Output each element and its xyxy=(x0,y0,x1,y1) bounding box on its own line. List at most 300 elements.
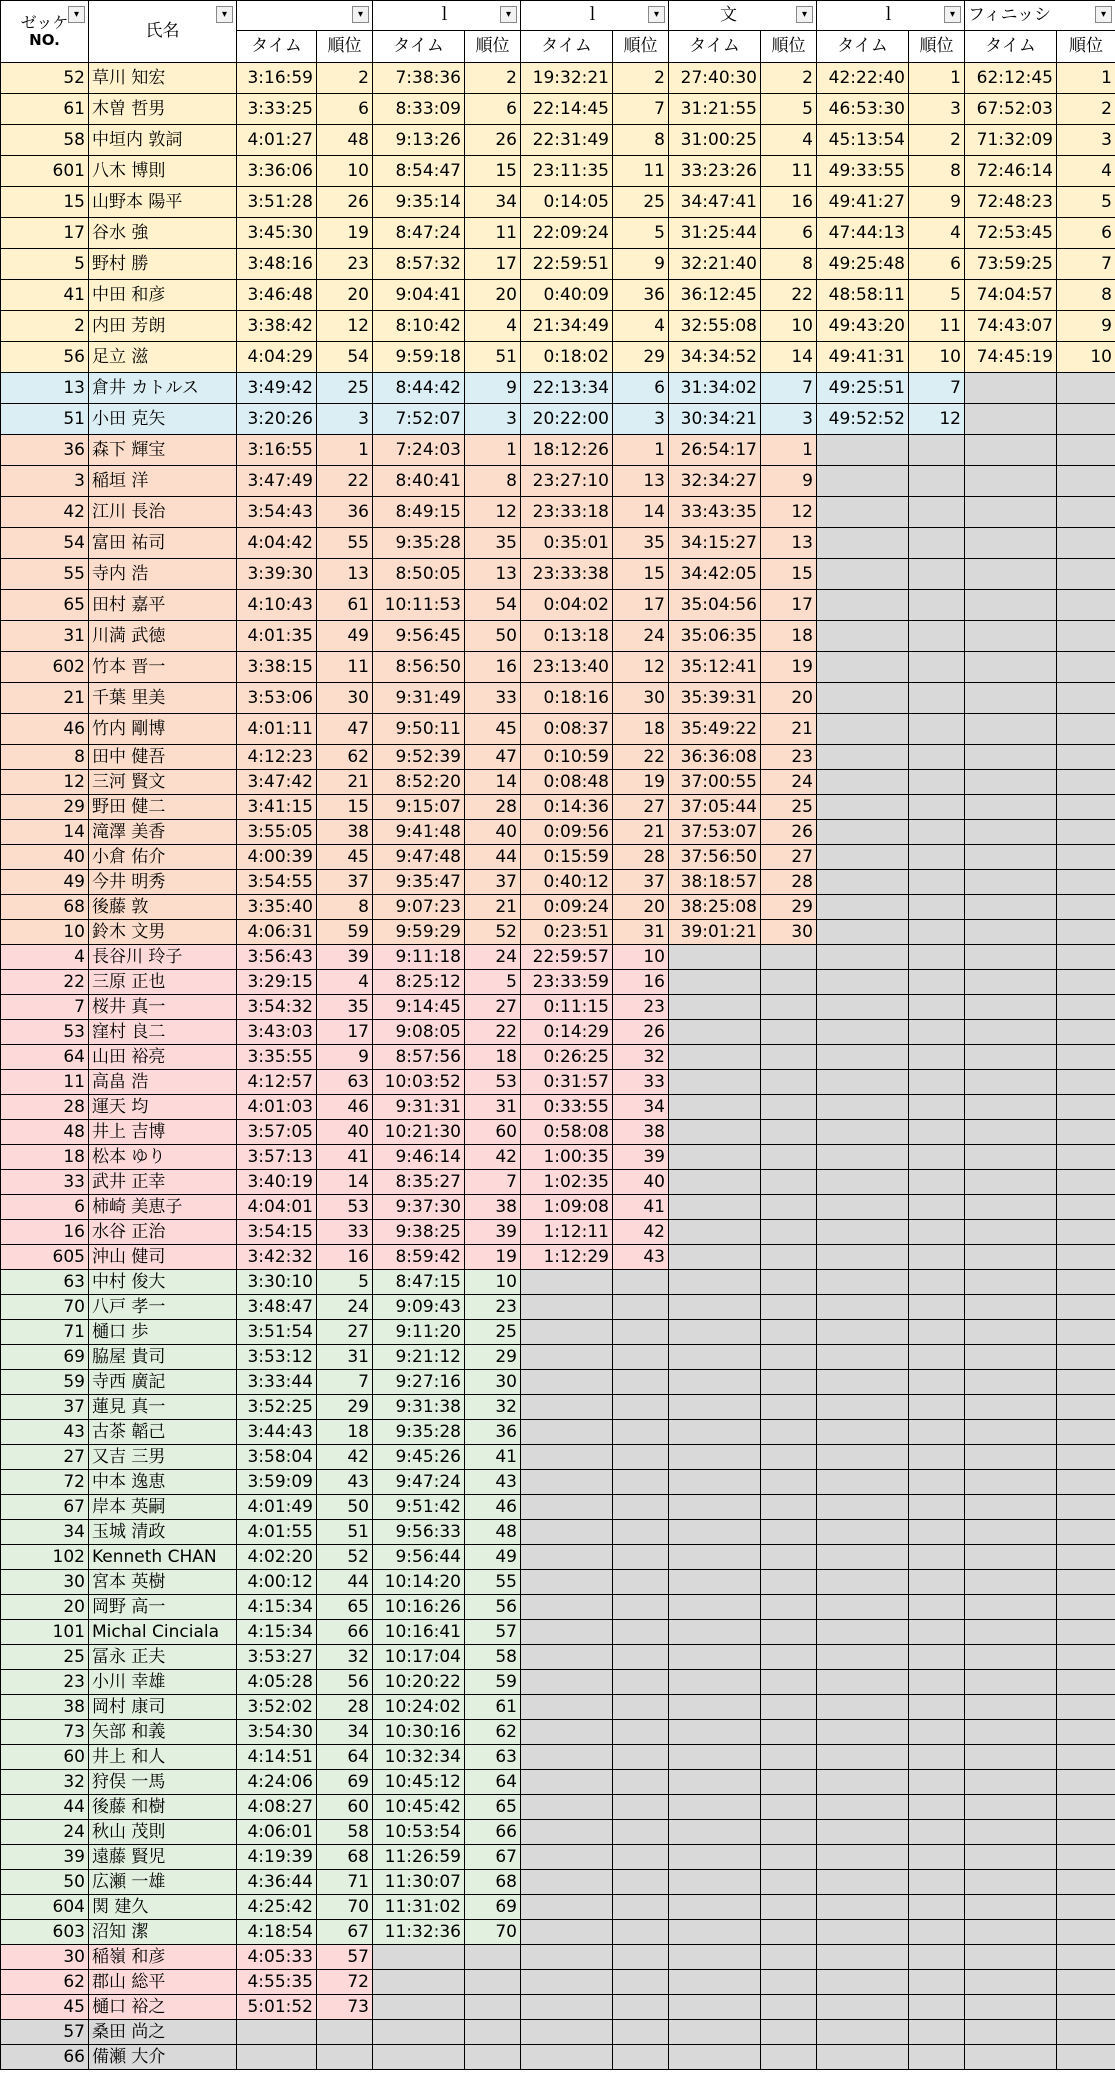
runner-name-cell[interactable]: 玉城 清政 xyxy=(89,1520,237,1545)
time-cell[interactable]: 10:20:22 xyxy=(373,1670,465,1695)
empty-cell[interactable] xyxy=(613,1320,669,1345)
rank-cell[interactable]: 12 xyxy=(613,652,669,683)
rank-cell[interactable]: 37 xyxy=(465,870,521,895)
time-cell[interactable]: 3:45:30 xyxy=(237,218,317,249)
table-row[interactable] xyxy=(1,1370,1115,1395)
empty-cell[interactable] xyxy=(965,404,1057,435)
time-cell[interactable]: 9:47:48 xyxy=(373,845,465,870)
time-cell[interactable]: 72:46:14 xyxy=(965,156,1057,187)
time-cell[interactable]: 3:35:55 xyxy=(237,1045,317,1070)
empty-cell[interactable] xyxy=(817,845,909,870)
rank-cell[interactable]: 60 xyxy=(317,1795,373,1820)
rank-cell[interactable]: 19 xyxy=(761,652,817,683)
time-cell[interactable]: 3:42:32 xyxy=(237,1245,317,1270)
empty-cell[interactable] xyxy=(965,1745,1057,1770)
empty-cell[interactable] xyxy=(1057,1070,1115,1095)
rank-cell[interactable]: 51 xyxy=(317,1520,373,1545)
empty-cell[interactable] xyxy=(817,1945,909,1970)
empty-cell[interactable] xyxy=(761,1445,817,1470)
empty-cell[interactable] xyxy=(1057,1695,1115,1720)
empty-cell[interactable] xyxy=(761,995,817,1020)
time-cell[interactable]: 37:53:07 xyxy=(669,820,761,845)
rank-cell[interactable]: 4 xyxy=(317,970,373,995)
rank-cell[interactable]: 73 xyxy=(317,1995,373,2020)
time-cell[interactable]: 3:38:42 xyxy=(237,311,317,342)
time-cell[interactable]: 22:13:34 xyxy=(521,373,613,404)
runner-name-cell[interactable]: 滝澤 美香 xyxy=(89,820,237,845)
rank-cell[interactable]: 15 xyxy=(465,156,521,187)
time-cell[interactable]: 3:57:05 xyxy=(237,1120,317,1145)
finish-header[interactable]: フィニッシ ▾ xyxy=(965,1,1115,31)
empty-cell[interactable] xyxy=(669,1745,761,1770)
time-cell[interactable]: 49:25:48 xyxy=(817,249,909,280)
time-cell[interactable]: 10:11:53 xyxy=(373,590,465,621)
rank-cell[interactable]: 45 xyxy=(317,845,373,870)
rank-cell[interactable]: 1 xyxy=(317,435,373,466)
rank-cell[interactable]: 69 xyxy=(317,1770,373,1795)
bib-number-cell[interactable]: 13 xyxy=(1,373,89,404)
time-cell[interactable]: 39:01:21 xyxy=(669,920,761,945)
empty-cell[interactable] xyxy=(965,1345,1057,1370)
time-cell[interactable]: 3:54:15 xyxy=(237,1220,317,1245)
rank-cell[interactable]: 3 xyxy=(761,404,817,435)
rank-cell[interactable]: 55 xyxy=(317,528,373,559)
rank-cell[interactable]: 25 xyxy=(465,1320,521,1345)
empty-cell[interactable] xyxy=(761,1895,817,1920)
time-cell[interactable]: 3:51:54 xyxy=(237,1320,317,1345)
runner-name-cell[interactable]: 武井 正幸 xyxy=(89,1170,237,1195)
filter-dropdown-icon[interactable]: ▾ xyxy=(500,6,517,23)
table-row[interactable] xyxy=(1,1420,1115,1445)
rank-cell[interactable]: 6 xyxy=(909,249,965,280)
empty-cell[interactable] xyxy=(761,1295,817,1320)
empty-cell[interactable] xyxy=(669,1170,761,1195)
runner-name-cell[interactable]: 後藤 和樹 xyxy=(89,1795,237,1820)
time-cell[interactable]: 4:01:35 xyxy=(237,621,317,652)
time-cell[interactable]: 0:58:08 xyxy=(521,1120,613,1145)
runner-name-cell[interactable]: 鈴木 文男 xyxy=(89,920,237,945)
empty-cell[interactable] xyxy=(909,770,965,795)
empty-cell[interactable] xyxy=(817,1395,909,1420)
rank-cell[interactable]: 7 xyxy=(1057,249,1115,280)
empty-cell[interactable] xyxy=(817,1820,909,1845)
empty-cell[interactable] xyxy=(1057,2020,1115,2045)
empty-cell[interactable] xyxy=(669,1620,761,1645)
bib-number-cell[interactable]: 51 xyxy=(1,404,89,435)
runner-name-cell[interactable]: 長谷川 玲子 xyxy=(89,945,237,970)
table-row[interactable] xyxy=(1,1070,1115,1095)
table-row[interactable] xyxy=(1,156,1115,187)
bib-number-cell[interactable]: 55 xyxy=(1,559,89,590)
empty-cell[interactable] xyxy=(669,1545,761,1570)
bib-number-cell[interactable]: 43 xyxy=(1,1420,89,1445)
empty-cell[interactable] xyxy=(817,590,909,621)
time-cell[interactable]: 3:43:03 xyxy=(237,1020,317,1045)
empty-cell[interactable] xyxy=(613,1645,669,1670)
empty-cell[interactable] xyxy=(521,1945,613,1970)
bib-number-cell[interactable]: 39 xyxy=(1,1845,89,1870)
empty-cell[interactable] xyxy=(669,1145,761,1170)
empty-cell[interactable] xyxy=(965,1695,1057,1720)
rank-cell[interactable]: 25 xyxy=(613,187,669,218)
table-row[interactable] xyxy=(1,1270,1115,1295)
time-cell[interactable]: 1:12:11 xyxy=(521,1220,613,1245)
bib-number-cell[interactable]: 46 xyxy=(1,714,89,745)
rank-cell[interactable]: 23 xyxy=(317,249,373,280)
empty-cell[interactable] xyxy=(521,1895,613,1920)
empty-cell[interactable] xyxy=(613,1945,669,1970)
rank-cell[interactable]: 64 xyxy=(465,1770,521,1795)
empty-cell[interactable] xyxy=(613,1595,669,1620)
bib-number-cell[interactable]: 40 xyxy=(1,845,89,870)
time-cell[interactable]: 3:49:42 xyxy=(237,373,317,404)
empty-cell[interactable] xyxy=(965,1645,1057,1670)
bib-number-cell[interactable]: 71 xyxy=(1,1320,89,1345)
empty-cell[interactable] xyxy=(909,1920,965,1945)
empty-cell[interactable] xyxy=(817,1995,909,2020)
empty-cell[interactable] xyxy=(965,1595,1057,1620)
empty-cell[interactable] xyxy=(761,1120,817,1145)
empty-cell[interactable] xyxy=(613,1995,669,2020)
bib-number-cell[interactable]: 16 xyxy=(1,1220,89,1245)
empty-cell[interactable] xyxy=(965,621,1057,652)
table-row[interactable] xyxy=(1,1320,1115,1345)
time-cell[interactable]: 0:31:57 xyxy=(521,1070,613,1095)
table-row[interactable] xyxy=(1,652,1115,683)
empty-cell[interactable] xyxy=(965,1520,1057,1545)
empty-cell[interactable] xyxy=(669,1120,761,1145)
bib-number-cell[interactable]: 44 xyxy=(1,1795,89,1820)
time-cell[interactable]: 18:12:26 xyxy=(521,435,613,466)
rank-cell[interactable]: 11 xyxy=(465,218,521,249)
bib-number-cell[interactable]: 32 xyxy=(1,1770,89,1795)
filter-dropdown-icon[interactable]: ▾ xyxy=(944,6,961,23)
rank-cell[interactable]: 3 xyxy=(1057,125,1115,156)
empty-cell[interactable] xyxy=(669,1820,761,1845)
table-row[interactable] xyxy=(1,528,1115,559)
bib-number-cell[interactable]: 101 xyxy=(1,1620,89,1645)
empty-cell[interactable] xyxy=(965,497,1057,528)
empty-cell[interactable] xyxy=(817,1645,909,1670)
table-row[interactable] xyxy=(1,683,1115,714)
bib-number-cell[interactable]: 58 xyxy=(1,125,89,156)
rank-cell[interactable]: 67 xyxy=(317,1920,373,1945)
rank-cell[interactable]: 6 xyxy=(761,218,817,249)
empty-cell[interactable] xyxy=(1057,1645,1115,1670)
rank-cell[interactable]: 2 xyxy=(317,63,373,94)
time-cell[interactable]: 9:35:28 xyxy=(373,1420,465,1445)
rank-cell[interactable]: 65 xyxy=(317,1595,373,1620)
rank-cell[interactable]: 17 xyxy=(317,1020,373,1045)
rank-cell[interactable]: 45 xyxy=(465,714,521,745)
empty-cell[interactable] xyxy=(909,1395,965,1420)
runner-name-cell[interactable]: 小田 克矢 xyxy=(89,404,237,435)
empty-cell[interactable] xyxy=(1057,1595,1115,1620)
empty-cell[interactable] xyxy=(613,1270,669,1295)
runner-name-cell[interactable]: 遠藤 賢児 xyxy=(89,1845,237,1870)
time-cell[interactable]: 34:47:41 xyxy=(669,187,761,218)
empty-cell[interactable] xyxy=(1057,1145,1115,1170)
empty-cell[interactable] xyxy=(669,1945,761,1970)
time-cell[interactable]: 3:51:28 xyxy=(237,187,317,218)
empty-cell[interactable] xyxy=(1057,1870,1115,1895)
time-cell[interactable]: 9:51:42 xyxy=(373,1495,465,1520)
rank-cell[interactable]: 20 xyxy=(613,895,669,920)
empty-cell[interactable] xyxy=(613,2045,669,2070)
rank-cell[interactable]: 13 xyxy=(761,528,817,559)
empty-cell[interactable] xyxy=(669,1295,761,1320)
time-cell[interactable]: 48:58:11 xyxy=(817,280,909,311)
table-row[interactable] xyxy=(1,497,1115,528)
time-cell[interactable]: 7:52:07 xyxy=(373,404,465,435)
time-cell[interactable]: 8:40:41 xyxy=(373,466,465,497)
rank-cell[interactable]: 5 xyxy=(613,218,669,249)
time-cell[interactable]: 0:18:16 xyxy=(521,683,613,714)
empty-cell[interactable] xyxy=(521,1345,613,1370)
runner-name-cell[interactable]: 冨永 正夫 xyxy=(89,1645,237,1670)
empty-cell[interactable] xyxy=(965,373,1057,404)
rank-cell[interactable]: 24 xyxy=(761,770,817,795)
time-cell[interactable]: 49:52:52 xyxy=(817,404,909,435)
empty-cell[interactable] xyxy=(965,845,1057,870)
empty-cell[interactable] xyxy=(965,466,1057,497)
table-row[interactable] xyxy=(1,820,1115,845)
time-cell[interactable]: 9:59:29 xyxy=(373,920,465,945)
empty-cell[interactable] xyxy=(965,970,1057,995)
time-cell[interactable]: 8:25:12 xyxy=(373,970,465,995)
rank-cell[interactable]: 39 xyxy=(465,1220,521,1245)
runner-name-cell[interactable]: 岡野 高一 xyxy=(89,1595,237,1620)
time-cell[interactable]: 71:32:09 xyxy=(965,125,1057,156)
time-cell[interactable]: 8:50:05 xyxy=(373,559,465,590)
empty-cell[interactable] xyxy=(817,1570,909,1595)
rank-cell[interactable]: 25 xyxy=(761,795,817,820)
table-row[interactable] xyxy=(1,1170,1115,1195)
time-cell[interactable]: 49:33:55 xyxy=(817,156,909,187)
rank-cell[interactable]: 10 xyxy=(465,1270,521,1295)
rank-cell[interactable]: 4 xyxy=(613,311,669,342)
empty-cell[interactable] xyxy=(1057,435,1115,466)
time-cell[interactable]: 37:56:50 xyxy=(669,845,761,870)
table-row[interactable] xyxy=(1,1970,1115,1995)
empty-cell[interactable] xyxy=(669,1895,761,1920)
bib-number-cell[interactable]: 45 xyxy=(1,1995,89,2020)
rank-cell[interactable]: 59 xyxy=(317,920,373,945)
runner-name-cell[interactable]: 千葉 里美 xyxy=(89,683,237,714)
bib-number-cell[interactable]: 64 xyxy=(1,1045,89,1070)
time-cell[interactable]: 4:08:27 xyxy=(237,1795,317,1820)
time-cell[interactable]: 3:35:40 xyxy=(237,895,317,920)
empty-cell[interactable] xyxy=(817,1520,909,1545)
empty-cell[interactable] xyxy=(817,1120,909,1145)
empty-cell[interactable] xyxy=(761,1070,817,1095)
empty-cell[interactable] xyxy=(761,1420,817,1445)
empty-cell[interactable] xyxy=(965,559,1057,590)
time-cell[interactable]: 35:12:41 xyxy=(669,652,761,683)
time-cell[interactable]: 8:57:56 xyxy=(373,1045,465,1070)
empty-cell[interactable] xyxy=(1057,621,1115,652)
runner-name-cell[interactable]: 郡山 総平 xyxy=(89,1970,237,1995)
time-cell[interactable]: 4:02:20 xyxy=(237,1545,317,1570)
empty-cell[interactable] xyxy=(761,1045,817,1070)
rank-cell[interactable]: 68 xyxy=(317,1845,373,1870)
bib-number-cell[interactable]: 4 xyxy=(1,945,89,970)
time-cell[interactable]: 4:04:42 xyxy=(237,528,317,559)
empty-cell[interactable] xyxy=(669,1395,761,1420)
time-cell[interactable]: 4:25:42 xyxy=(237,1895,317,1920)
bib-number-cell[interactable]: 5 xyxy=(1,249,89,280)
runner-name-cell[interactable]: 桜井 真一 xyxy=(89,995,237,1020)
rank-cell[interactable]: 56 xyxy=(465,1595,521,1620)
empty-cell[interactable] xyxy=(669,1595,761,1620)
bib-number-cell[interactable]: 70 xyxy=(1,1295,89,1320)
time-cell[interactable]: 3:44:43 xyxy=(237,1420,317,1445)
empty-cell[interactable] xyxy=(521,1695,613,1720)
table-row[interactable] xyxy=(1,466,1115,497)
empty-cell[interactable] xyxy=(761,1720,817,1745)
empty-cell[interactable] xyxy=(965,1495,1057,1520)
time-cell[interactable]: 74:04:57 xyxy=(965,280,1057,311)
time-cell[interactable]: 8:56:50 xyxy=(373,652,465,683)
rank-cell[interactable]: 41 xyxy=(317,1145,373,1170)
empty-cell[interactable] xyxy=(613,1470,669,1495)
time-cell[interactable]: 22:59:57 xyxy=(521,945,613,970)
table-row[interactable] xyxy=(1,870,1115,895)
empty-cell[interactable] xyxy=(817,1445,909,1470)
empty-cell[interactable] xyxy=(761,1020,817,1045)
table-row[interactable] xyxy=(1,342,1115,373)
runner-name-cell[interactable]: 樋口 裕之 xyxy=(89,1995,237,2020)
bib-number-cell[interactable]: 69 xyxy=(1,1345,89,1370)
time-cell[interactable]: 8:59:42 xyxy=(373,1245,465,1270)
empty-cell[interactable] xyxy=(1057,970,1115,995)
table-row[interactable] xyxy=(1,559,1115,590)
rank-cell[interactable]: 6 xyxy=(1057,218,1115,249)
rank-cell[interactable]: 42 xyxy=(613,1220,669,1245)
empty-cell[interactable] xyxy=(965,895,1057,920)
empty-cell[interactable] xyxy=(909,1045,965,1070)
empty-cell[interactable] xyxy=(909,1495,965,1520)
time-cell[interactable]: 0:18:02 xyxy=(521,342,613,373)
empty-cell[interactable] xyxy=(669,2045,761,2070)
empty-cell[interactable] xyxy=(817,1070,909,1095)
rank-cell[interactable]: 14 xyxy=(465,770,521,795)
table-row[interactable] xyxy=(1,94,1115,125)
bib-number-cell[interactable]: 31 xyxy=(1,621,89,652)
time-cell[interactable]: 72:48:23 xyxy=(965,187,1057,218)
empty-cell[interactable] xyxy=(373,1945,465,1970)
empty-cell[interactable] xyxy=(613,2020,669,2045)
rank-cell[interactable]: 59 xyxy=(465,1670,521,1695)
runner-name-cell[interactable]: 野村 勝 xyxy=(89,249,237,280)
empty-cell[interactable] xyxy=(613,1395,669,1420)
empty-cell[interactable] xyxy=(1057,590,1115,621)
empty-cell[interactable] xyxy=(817,1270,909,1295)
empty-cell[interactable] xyxy=(669,1370,761,1395)
table-row[interactable] xyxy=(1,1145,1115,1170)
table-row[interactable] xyxy=(1,125,1115,156)
rank-cell[interactable]: 15 xyxy=(761,559,817,590)
empty-cell[interactable] xyxy=(237,2020,317,2045)
empty-cell[interactable] xyxy=(761,2020,817,2045)
rank-cell[interactable]: 31 xyxy=(317,1345,373,1370)
time-cell[interactable]: 3:54:55 xyxy=(237,870,317,895)
time-cell[interactable]: 9:09:43 xyxy=(373,1295,465,1320)
empty-cell[interactable] xyxy=(909,2045,965,2070)
time-cell[interactable]: 4:01:49 xyxy=(237,1495,317,1520)
runner-name-cell[interactable]: 倉井 カトルス xyxy=(89,373,237,404)
empty-cell[interactable] xyxy=(761,1770,817,1795)
time-cell[interactable]: 37:05:44 xyxy=(669,795,761,820)
empty-cell[interactable] xyxy=(1057,745,1115,770)
runner-name-cell[interactable]: 秋山 茂則 xyxy=(89,1820,237,1845)
empty-cell[interactable] xyxy=(817,1770,909,1795)
empty-cell[interactable] xyxy=(761,1620,817,1645)
table-row[interactable] xyxy=(1,1720,1115,1745)
empty-cell[interactable] xyxy=(817,1095,909,1120)
empty-cell[interactable] xyxy=(613,1345,669,1370)
bib-number-cell[interactable]: 73 xyxy=(1,1720,89,1745)
empty-cell[interactable] xyxy=(965,1320,1057,1345)
time-cell[interactable]: 3:41:15 xyxy=(237,795,317,820)
table-row[interactable] xyxy=(1,1845,1115,1870)
empty-cell[interactable] xyxy=(909,1095,965,1120)
bib-number-cell[interactable]: 30 xyxy=(1,1945,89,1970)
time-cell[interactable]: 0:40:09 xyxy=(521,280,613,311)
rank-cell[interactable]: 70 xyxy=(317,1895,373,1920)
time-cell[interactable]: 36:12:45 xyxy=(669,280,761,311)
time-cell[interactable]: 9:45:26 xyxy=(373,1445,465,1470)
empty-cell[interactable] xyxy=(965,1895,1057,1920)
runner-name-cell[interactable]: 宮本 英樹 xyxy=(89,1570,237,1595)
empty-cell[interactable] xyxy=(817,1845,909,1870)
empty-cell[interactable] xyxy=(761,1545,817,1570)
time-cell[interactable]: 9:38:25 xyxy=(373,1220,465,1245)
empty-cell[interactable] xyxy=(1057,1395,1115,1420)
empty-cell[interactable] xyxy=(909,1745,965,1770)
runner-name-cell[interactable]: 古茶 韜己 xyxy=(89,1420,237,1445)
empty-cell[interactable] xyxy=(521,1495,613,1520)
time-cell[interactable]: 9:15:07 xyxy=(373,795,465,820)
time-cell[interactable]: 22:09:24 xyxy=(521,218,613,249)
table-row[interactable] xyxy=(1,1520,1115,1545)
time-cell[interactable]: 8:57:32 xyxy=(373,249,465,280)
bib-number-cell[interactable]: 102 xyxy=(1,1545,89,1570)
rank-cell[interactable]: 8 xyxy=(465,466,521,497)
time-cell[interactable]: 9:21:12 xyxy=(373,1345,465,1370)
empty-cell[interactable] xyxy=(909,1970,965,1995)
rank-cell[interactable]: 57 xyxy=(317,1945,373,1970)
empty-cell[interactable] xyxy=(521,1745,613,1770)
empty-cell[interactable] xyxy=(817,1920,909,1945)
rank-cell[interactable]: 19 xyxy=(465,1245,521,1270)
empty-cell[interactable] xyxy=(1057,1795,1115,1820)
rank-cell[interactable]: 72 xyxy=(317,1970,373,1995)
bib-number-cell[interactable]: 38 xyxy=(1,1695,89,1720)
filter-dropdown-icon[interactable]: ▾ xyxy=(648,6,665,23)
empty-cell[interactable] xyxy=(521,1420,613,1445)
time-cell[interactable]: 26:54:17 xyxy=(669,435,761,466)
empty-cell[interactable] xyxy=(909,1595,965,1620)
rank-cell[interactable]: 49 xyxy=(317,621,373,652)
rank-cell[interactable]: 21 xyxy=(613,820,669,845)
rank-cell[interactable]: 6 xyxy=(465,94,521,125)
bib-number-cell[interactable]: 54 xyxy=(1,528,89,559)
rank-cell[interactable]: 26 xyxy=(317,187,373,218)
runner-name-cell[interactable]: 井上 和人 xyxy=(89,1745,237,1770)
empty-cell[interactable] xyxy=(669,1270,761,1295)
runner-name-cell[interactable]: 森下 輝宝 xyxy=(89,435,237,466)
